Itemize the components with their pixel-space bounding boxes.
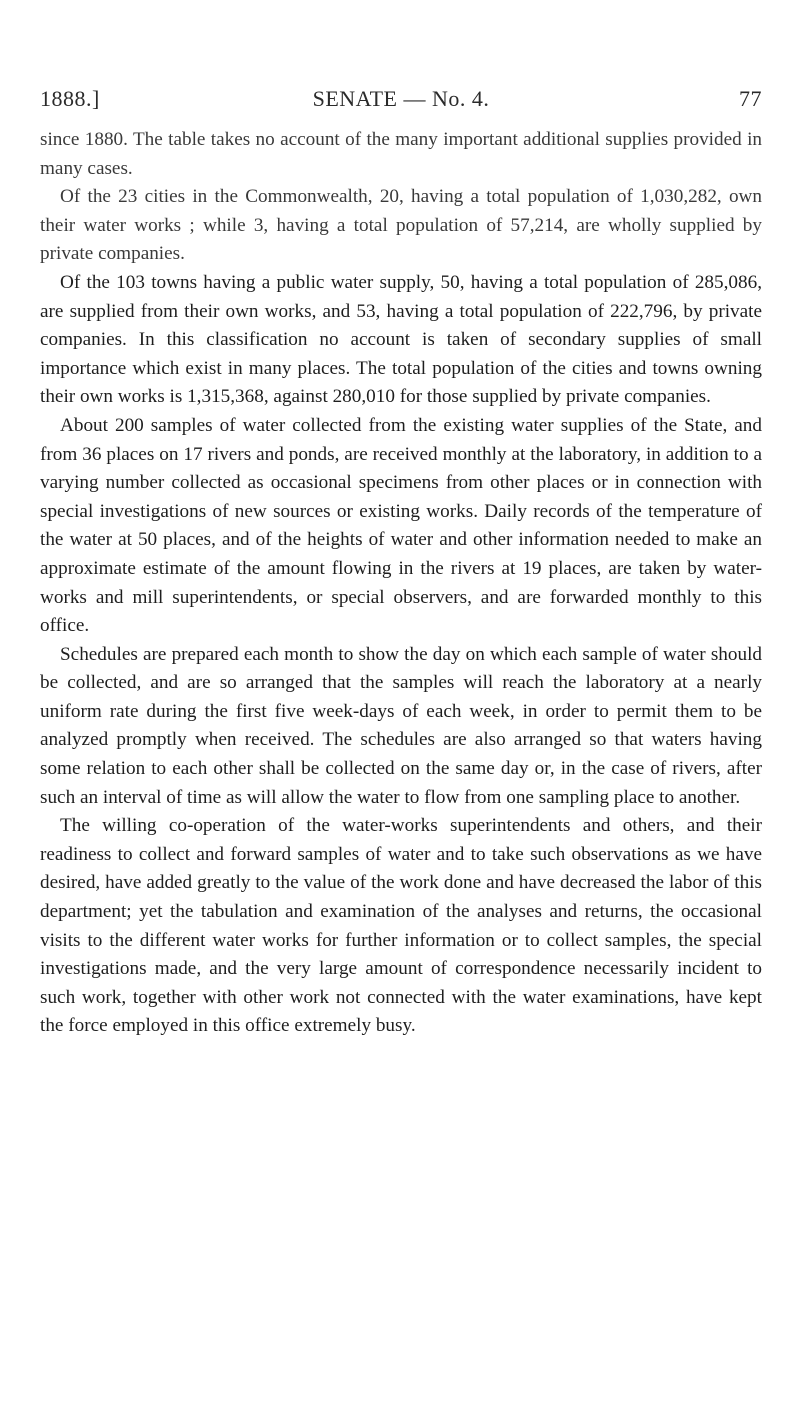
paragraph-towns: Of the 103 towns having a public water supply, 50, having a total population of 285,086, are supplied from their own works, and 53, having a total population of 222,796, by private companies. In this classification no account is taken of secondary supplies of small importance which exist in many places. The total population of the cities and towns owning their own works is 1,315,368, against 280,010 for those supplied by private companies. <box>40 271 762 408</box>
header-year: 1888.] <box>40 86 100 111</box>
paragraph-samples: About 200 samples of water collected from the existing water supplies of the State, and from 36 places on 17 rivers and ponds, are received monthly at the laboratory, in addition to a varying number collected as occasional specimens from other places or in connection with special investigations of new sources or existing works. Daily records of the temperature of the water at 50 places, and of the heights of water and other information needed to make an approximate estimate of the amount flowing in the rivers at 19 places, are taken by water-works and mill superintendents, or special observers, and are forwarded monthly to this office. <box>40 414 762 637</box>
page-number: 77 <box>739 86 762 111</box>
paragraph-cooperation: The willing co-operation of the water-works superintendents and others, and their readiness to collect and forward samples of water and to take such observations as we have desired, have added greatly to the value of the work done and have decreased the labor of this department; yet the tabulation and examination of the analyses and returns, the occasional visits to the different water works for further information or to collect samples, the special investigations made, and the very large amount of correspondence necessarily incident to such work, together with other work not connected with the water examinations, have kept the force employed in this office extremely busy. <box>40 815 762 1037</box>
page-header <box>40 86 762 126</box>
document-page <box>40 86 762 1041</box>
paragraph-cities: Of the 23 cities in the Commonwealth, 20, having a total population of 1,030,282, own their water works ; while 3, having a total population of 57,214, are wholly supplied by private companies. <box>40 186 762 265</box>
body-text <box>40 126 762 1041</box>
header-title: SENATE — No. 4. <box>312 86 490 111</box>
paragraph-continued: since 1880. The table takes no account of the many important additional supplies provided in many cases. <box>40 129 762 179</box>
paragraph-schedules: Schedules are prepared each month to show the day on which each sample of water should be collected, and are so arranged that the samples will reach the laboratory at a nearly uniform rate during the first five week-days of each week, in order to permit them to be analyzed promptly when received. The schedules are also arranged so that waters having some relation to each other shall be collected on the same day or, in the case of rivers, after such an interval of time as will allow the water to flow from one sampling place to another. <box>40 643 762 808</box>
